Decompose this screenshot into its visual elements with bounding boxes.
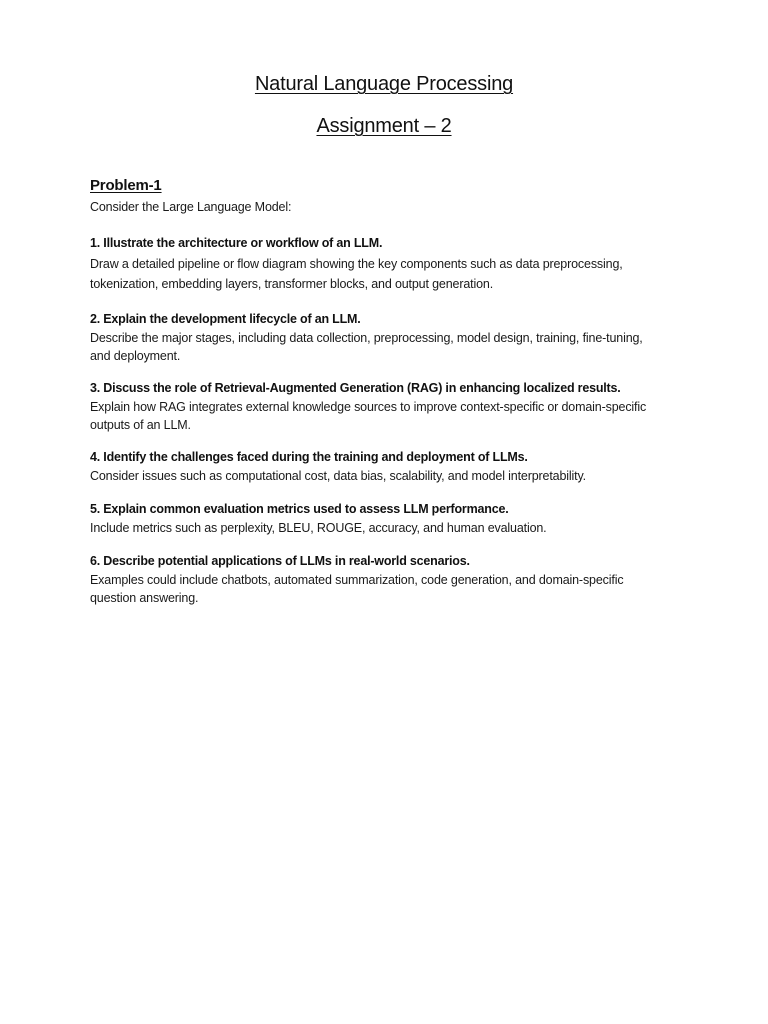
question-description-line: and deployment. bbox=[90, 348, 181, 363]
question-description-line: Describe the major stages, including data collection, preprocessing, model design, training, fine-tuning, bbox=[90, 330, 643, 345]
question-heading: 5. Explain common evaluation metrics used to assess LLM performance. bbox=[90, 502, 509, 516]
problem-intro: Consider the Large Language Model: bbox=[90, 200, 292, 214]
question-description-line: Consider issues such as computational cost, data bias, scalability, and model interpretability. bbox=[90, 468, 586, 483]
question-heading: 6. Describe potential applications of LLMs in real-world scenarios. bbox=[90, 554, 470, 568]
question-heading: 2. Explain the development lifecycle of an LLM. bbox=[90, 312, 361, 326]
question-heading: 3. Discuss the role of Retrieval-Augmented Generation (RAG) in enhancing localized results. bbox=[90, 381, 621, 395]
question-4 bbox=[90, 449, 690, 485]
question-description-line: question answering. bbox=[90, 590, 199, 605]
question-description-line: Draw a detailed pipeline or flow diagram showing the key components such as data preprocessing, bbox=[90, 256, 623, 271]
question-5 bbox=[90, 501, 690, 537]
question-2 bbox=[90, 311, 690, 365]
question-description-line: Include metrics such as perplexity, BLEU, ROUGE, accuracy, and human evaluation. bbox=[90, 520, 547, 535]
document-title: Natural Language Processing bbox=[254, 73, 514, 95]
question-description-line: Examples could include chatbots, automated summarization, code generation, and domain-specific bbox=[90, 572, 624, 587]
assignment-title: Assignment – 2 bbox=[316, 115, 452, 137]
question-description-line: Explain how RAG integrates external knowledge sources to improve context-specific or domain-specific bbox=[90, 399, 647, 414]
question-description-line: tokenization, embedding layers, transformer blocks, and output generation. bbox=[90, 276, 494, 291]
question-6 bbox=[90, 553, 690, 607]
question-3 bbox=[90, 380, 690, 434]
question-1 bbox=[90, 235, 690, 293]
question-heading: 1. Illustrate the architecture or workflow of an LLM. bbox=[90, 236, 383, 250]
question-heading: 4. Identify the challenges faced during the training and deployment of LLMs. bbox=[90, 450, 528, 464]
question-description-line: outputs of an LLM. bbox=[90, 417, 191, 432]
problem-heading: Problem-1 bbox=[90, 177, 162, 194]
